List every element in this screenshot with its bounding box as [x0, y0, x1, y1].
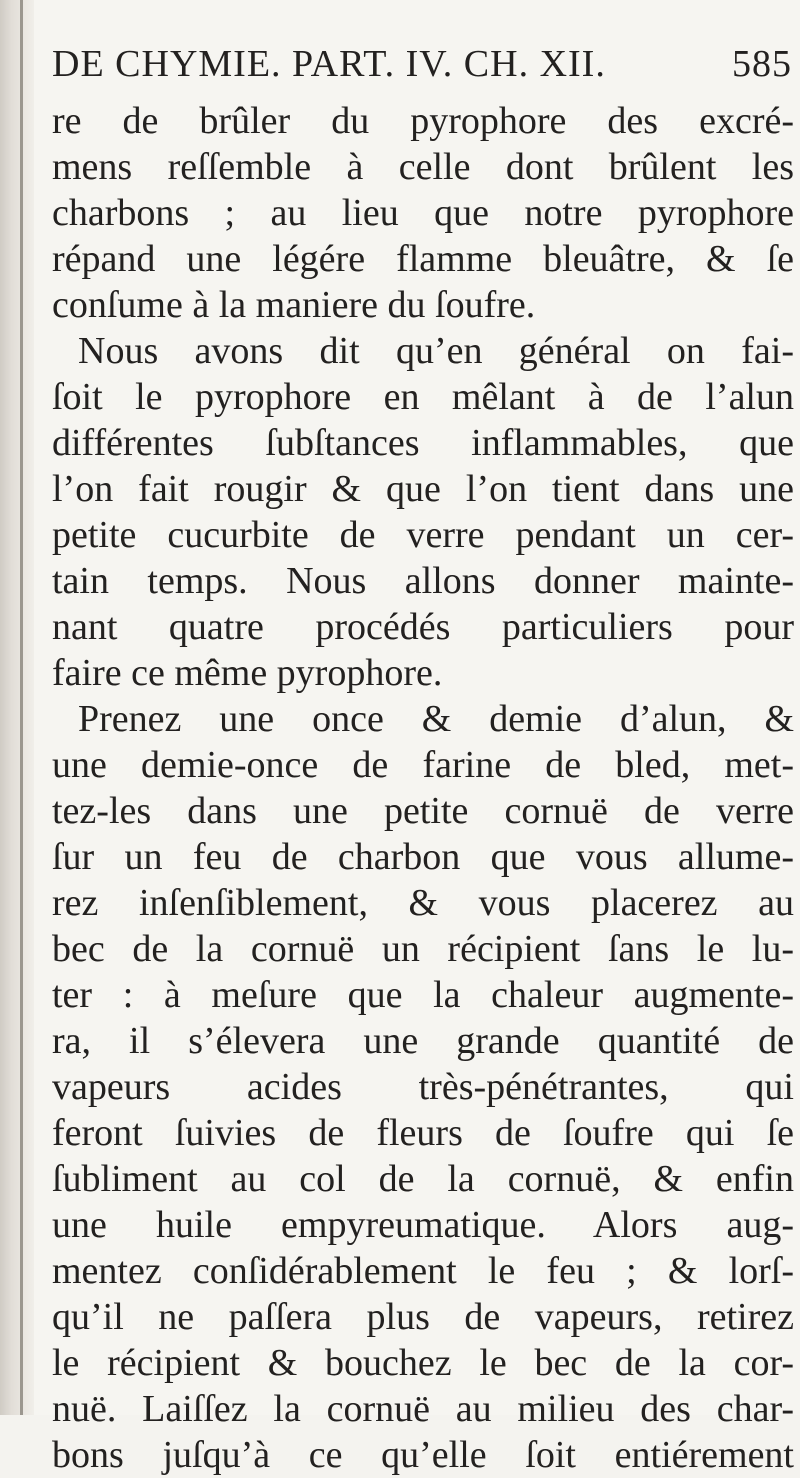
text-line: tez-les dans une petite cornuë de verre — [52, 790, 794, 832]
text-line: ra, il s’élevera une grande quantité de — [52, 1020, 794, 1062]
running-header — [52, 38, 792, 90]
text-line: mentez conſidérablement le feu ; & lorſ- — [52, 1250, 794, 1292]
text-line: re de brûler du pyrophore des excré- — [52, 100, 794, 142]
text-line: conſume à la maniere du ſoufre. — [52, 284, 536, 326]
text-line: Nous avons dit qu’en général on fai- — [78, 330, 794, 372]
text-line: charbons ; au lieu que notre pyrophore — [52, 192, 794, 234]
text-line: qu’il ne paſſera plus de vapeurs, retirez — [52, 1296, 794, 1338]
text-line: répand une légére flamme bleuâtre, & ſe — [52, 238, 794, 280]
text-line: ſubliment au col de la cornuë, & enfin — [52, 1158, 794, 1200]
body-text — [52, 98, 794, 1478]
text-line: rez inſenſiblement, & vous placerez au — [52, 882, 794, 924]
text-line: une demie-once de farine de bled, met- — [52, 744, 794, 786]
text-line: bons juſqu’à ce qu’elle ſoit entiérement — [52, 1434, 794, 1476]
text-line: nuë. Laiſſez la cornuë au milieu des char- — [52, 1388, 794, 1430]
text-line: ſoit le pyrophore en mêlant à de l’alun — [52, 376, 794, 418]
text-line: vapeurs acides très-pénétrantes, qui — [52, 1066, 794, 1108]
text-line: une huile empyreumatique. Alors aug- — [52, 1204, 794, 1246]
text-line: feront ſuivies de fleurs de ſoufre qui ſe — [52, 1112, 794, 1154]
text-line: l’on fait rougir & que l’on tient dans une — [52, 468, 794, 510]
text-line: le récipient & bouchez le bec de la cor- — [52, 1342, 794, 1384]
text-line: ſur un feu de charbon que vous allume- — [52, 836, 794, 878]
text-line: faire ce même pyrophore. — [52, 652, 443, 694]
text-line: tain temps. Nous allons donner mainte- — [52, 560, 794, 602]
text-line: bec de la cornuë un récipient ſans le lu- — [52, 928, 794, 970]
text-line: petite cucurbite de verre pendant un cer- — [52, 514, 794, 556]
text-line: Prenez une once & demie d’alun, & — [78, 698, 794, 740]
text-line: ter : à meſure que la chaleur augmente- — [52, 974, 794, 1016]
text-line: différentes ſubſtances inflammables, que — [52, 422, 794, 464]
page-gutter — [0, 0, 34, 1415]
text-line: mens reſſemble à celle dont brûlent les — [52, 146, 794, 188]
running-title: DE CHYMIE. PART. IV. CH. XII. — [52, 43, 606, 85]
page-number: 585 — [732, 43, 792, 85]
gutter-line — [20, 0, 23, 1415]
text-line: nant quatre procédés particuliers pour — [52, 606, 794, 648]
